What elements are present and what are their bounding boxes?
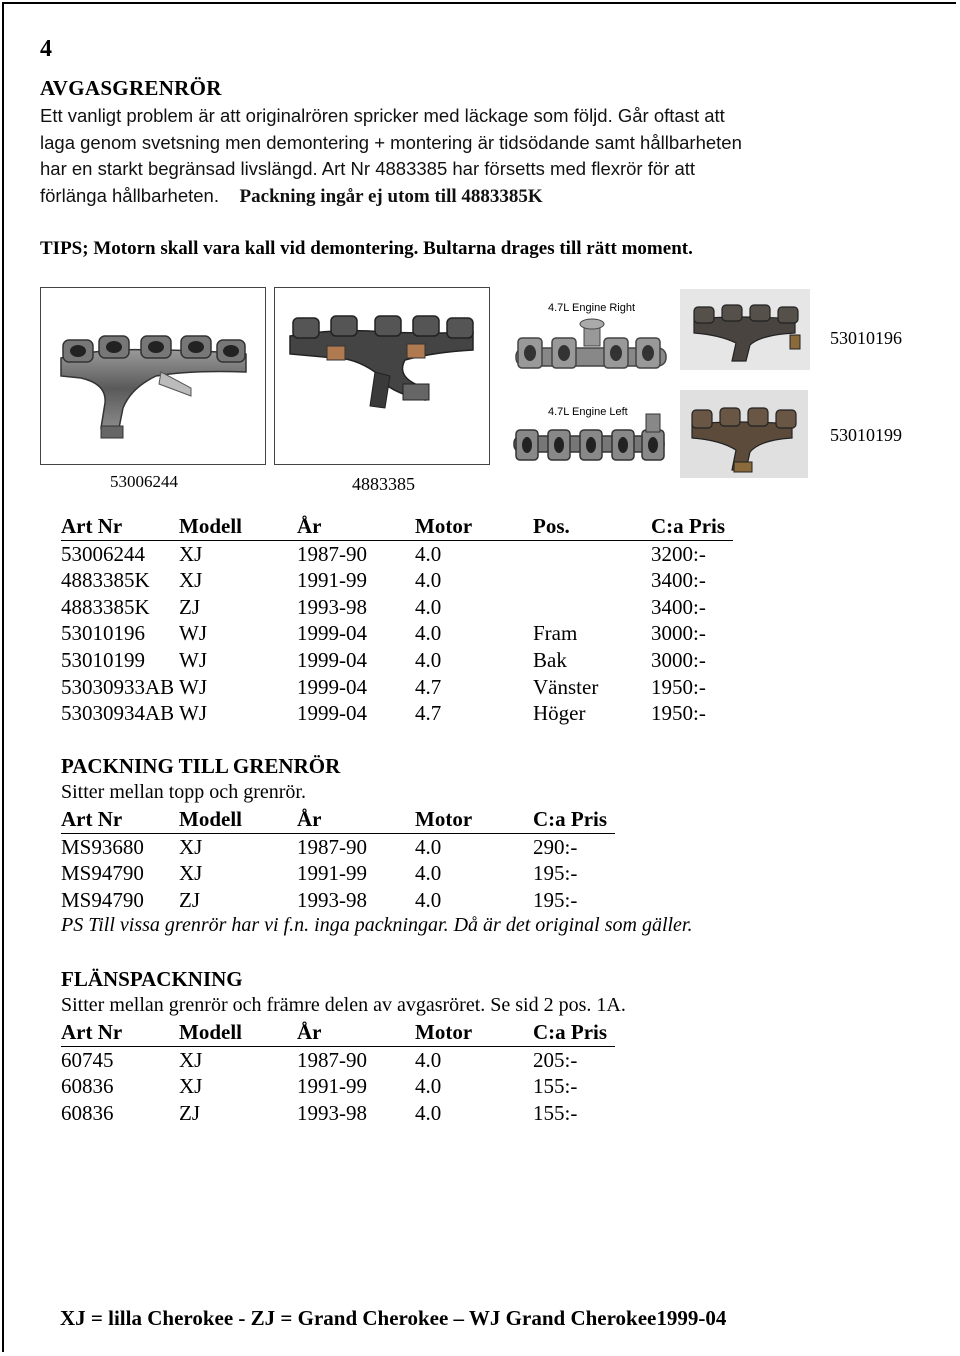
table-row [61,1100,615,1127]
exhaust-manifold-image [680,390,808,478]
manifold-photo-engine-right [508,298,670,390]
intro-line: Ett vanligt problem är att originalrören spricker med läckage som följd. Går oftast att [40,105,725,126]
cell-model: XJ [179,861,203,886]
cell-model: WJ [179,647,207,672]
engine-right-label: 4.7L Engine Right [548,302,636,314]
table-header-row [61,806,615,833]
col-header: Motor [415,1019,533,1046]
col-header: År [297,1019,415,1046]
engine-left-label: 4.7L Engine Left [548,406,628,418]
gasket-note: Packning ingår ej utom till 4883385K [239,185,543,207]
table-row [61,594,733,621]
cell-year: 1999-04 [297,701,367,726]
cell-price: 3400:- [651,594,706,619]
cell-art-nr: 60745 [61,1047,114,1072]
col-header: År [297,806,415,833]
manifold-price-table [61,513,733,727]
gasket-section-title: PACKNING TILL GRENRÖR [61,754,341,778]
cell-year: 1987-90 [297,541,367,566]
exhaust-manifold-image [680,289,810,370]
cell-price: 290:- [533,834,578,859]
col-header: Modell [179,1019,297,1046]
section-heading: AVGASGRENRÖR [40,76,222,100]
cell-year: 1987-90 [297,834,367,859]
cell-engine: 4.0 [415,541,442,566]
cell-model: XJ [179,568,203,593]
cell-year: 1991-99 [297,568,367,593]
cell-engine: 4.0 [415,861,442,886]
cell-engine: 4.0 [415,594,442,619]
cell-model: ZJ [179,594,200,619]
manifold-photo-engine-left [508,402,670,470]
cell-engine: 4.0 [415,834,442,859]
cell-pos: Bak [533,647,567,672]
cell-year: 1991-99 [297,1074,367,1099]
table-row [61,860,615,887]
cell-price: 155:- [533,1100,578,1125]
exhaust-manifold-image [275,288,489,464]
table-header-row [61,513,733,540]
cell-year: 1999-04 [297,674,367,699]
photo-caption: 53010199 [830,425,902,445]
flange-section-title: FLÄNSPACKNING [61,967,243,991]
cell-model: XJ [179,834,203,859]
col-header: Art Nr [61,513,179,540]
photo-caption: 4883385 [352,474,415,494]
tips-text: TIPS; Motorn skall vara kall vid demontering. Bultarna drages till rätt moment. [40,238,693,259]
cell-price: 1950:- [651,674,706,699]
col-header: C:a Pris [533,1019,615,1046]
cell-model: WJ [179,621,207,646]
cell-year: 1999-04 [297,647,367,672]
cell-art-nr: 53030934AB [61,701,175,726]
cell-price: 3400:- [651,568,706,593]
cell-price: 155:- [533,1074,578,1099]
cell-engine: 4.0 [415,621,442,646]
cell-pos: Vänster [533,674,599,699]
manifold-photo-4883385 [274,287,490,465]
intro-line: har en starkt begränsad livslängd. Art Nr 4883385 har försetts med flexrör för att [40,158,696,179]
cell-price: 195:- [533,861,578,886]
cell-price: 3200:- [651,541,706,566]
cell-year: 1993-98 [297,887,367,912]
manifold-photo-53010196 [680,289,810,370]
col-header: Art Nr [61,806,179,833]
col-header: Motor [415,513,533,540]
photo-caption: 53006244 [110,472,178,491]
cell-engine: 4.7 [415,674,442,699]
table-row [61,700,733,727]
col-header: Modell [179,513,297,540]
cell-model: ZJ [179,1100,200,1125]
cell-engine: 4.0 [415,647,442,672]
col-header: Pos. [533,513,651,540]
cell-art-nr: 60836 [61,1100,114,1125]
cell-price: 205:- [533,1047,578,1072]
gasket-price-table [61,806,615,913]
table-row [61,833,615,860]
col-header: C:a Pris [533,806,615,833]
table-row [61,674,733,701]
cell-engine: 4.0 [415,1074,442,1099]
cell-art-nr: MS94790 [61,887,144,912]
flange-section-subtitle: Sitter mellan grenrör och främre delen av avgasröret. Se sid 2 pos. 1A. [61,994,626,1016]
cell-art-nr: 60836 [61,1074,114,1099]
cell-model: XJ [179,541,203,566]
cell-model: XJ [179,1074,203,1099]
table-row [61,1073,615,1100]
table-header-row [61,1019,615,1046]
col-header: Motor [415,806,533,833]
cell-engine: 4.0 [415,1100,442,1125]
cell-engine: 4.7 [415,701,442,726]
cell-pos: Höger [533,701,586,726]
flange-price-table [61,1019,615,1126]
cell-engine: 4.0 [415,568,442,593]
cell-art-nr: 4883385K [61,568,150,593]
cell-price: 3000:- [651,621,706,646]
cell-model: ZJ [179,887,200,912]
cell-art-nr: 53010196 [61,621,145,646]
manifold-photo-53010199 [680,390,808,478]
col-header: C:a Pris [651,513,733,540]
intro-line [40,183,840,211]
manifold-photo-53006244 [40,287,266,465]
cell-pos [533,567,651,594]
cell-year: 1987-90 [297,1047,367,1072]
intro-line: laga genom svetsning men demontering + montering är tidsödande samt hållbarheten [40,131,742,153]
gasket-section-subtitle: Sitter mellan topp och grenrör. [61,781,306,803]
cell-pos [533,540,651,567]
page-number: 4 [40,36,52,62]
cell-engine: 4.0 [415,887,442,912]
table-row [61,620,733,647]
cell-model: XJ [179,1047,203,1072]
col-header: År [297,513,415,540]
cell-art-nr: MS94790 [61,861,144,886]
col-header: Modell [179,806,297,833]
cell-price: 3000:- [651,647,706,672]
cell-price: 1950:- [651,701,706,726]
cell-art-nr: 4883385K [61,594,150,619]
cell-art-nr: 53006244 [61,541,145,566]
table-row [61,540,733,567]
cell-model: WJ [179,674,207,699]
cell-art-nr: 53010199 [61,647,145,672]
gasket-note: PS Till vissa grenrör har vi f.n. inga packningar. Då är det original som gäller. [61,914,693,936]
cell-price: 195:- [533,887,578,912]
col-header: Art Nr [61,1019,179,1046]
cell-art-nr: 53030933AB [61,674,175,699]
footer-legend: XJ = lilla Cherokee - ZJ = Grand Cherokee – WJ Grand Cherokee1999-04 [60,1306,727,1330]
cell-pos: Fram [533,621,578,646]
cell-engine: 4.0 [415,1047,442,1072]
cell-year: 1991-99 [297,861,367,886]
exhaust-manifold-image [41,288,265,464]
cell-pos [533,594,651,621]
photo-caption: 53010196 [830,328,902,348]
table-row [61,887,615,914]
cell-year: 1993-98 [297,594,367,619]
cell-year: 1993-98 [297,1100,367,1125]
cell-year: 1999-04 [297,621,367,646]
table-row [61,1046,615,1073]
intro-paragraph [40,103,840,210]
table-row [61,647,733,674]
cell-art-nr: MS93680 [61,834,144,859]
intro-line-text: förlänga hållbarheten. [40,184,219,206]
table-row [61,567,733,594]
cell-model: WJ [179,701,207,726]
